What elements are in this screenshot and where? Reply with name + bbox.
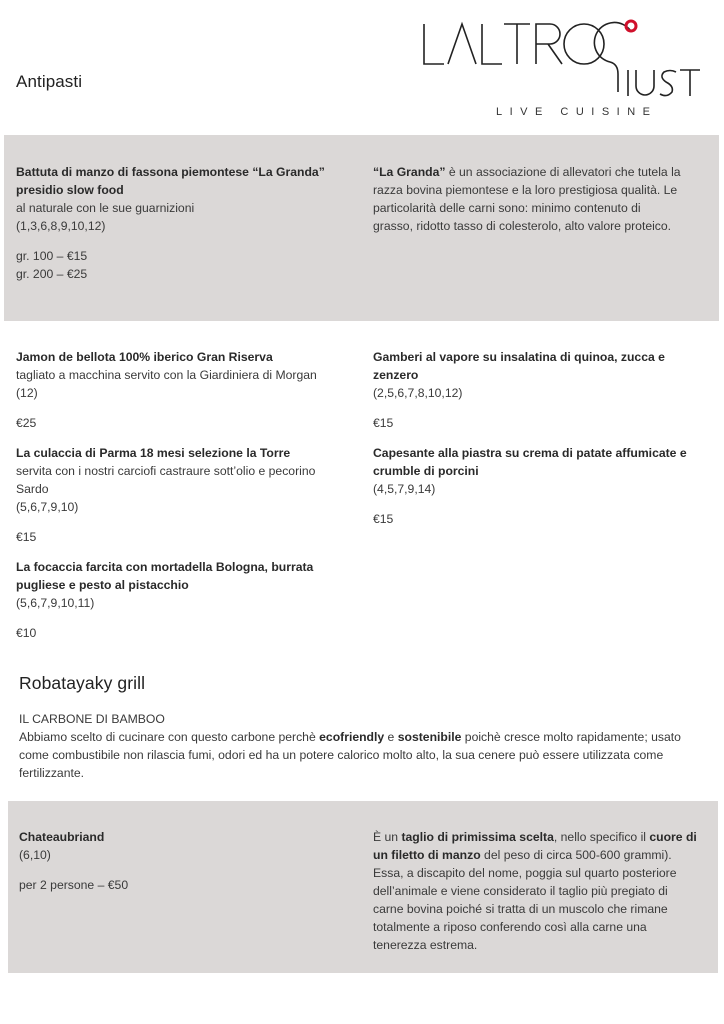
section-title-grill: Robatayaky grill: [19, 673, 146, 693]
dish-allergens: (4,5,7,9,14): [373, 482, 436, 496]
restaurant-logo: [418, 14, 708, 124]
dish-allergens: (2,5,6,7,8,10,12): [373, 386, 463, 400]
dish-allergens: (1,3,6,8,9,10,12): [16, 219, 106, 233]
note-text: È un: [373, 830, 402, 844]
dish-price: €10: [16, 626, 37, 640]
dish-price: gr. 200 – €25: [16, 267, 88, 281]
dish-name: Chateaubriand: [19, 830, 105, 844]
dish-name: La culaccia di Parma 18 mesi selezione la Torre: [16, 446, 291, 460]
note-text: del peso di circa 500-600 grammi).: [480, 848, 672, 862]
menu-item: [16, 348, 346, 432]
dish-allergens: (5,6,7,9,10): [16, 500, 79, 514]
dish-price: €25: [16, 416, 37, 430]
featured-dish: [16, 163, 346, 283]
dish-price: €15: [373, 416, 394, 430]
note-bold: cuore di un filetto di manzo: [373, 830, 697, 862]
intro-bold: sostenibile: [397, 730, 462, 744]
dish-allergens: (6,10): [19, 848, 51, 862]
intro-text: Abbiamo scelto di cucinare con questo carbone perchè: [19, 730, 320, 744]
note-text: , nello specifico il: [553, 830, 650, 844]
dish-price: per 2 persone – €50: [19, 878, 129, 892]
intro-text: poichè cresce molto rapidamente; usato come combustibile non rilascia fumi, odori ed ha un potere calorico molto alto, la sua cenere può essere utilizzata come fertilizzante.: [19, 730, 681, 780]
logo-subtitle: LIVE CUISINE: [496, 106, 658, 118]
menu-item: [373, 444, 698, 528]
featured-dish: [19, 828, 339, 894]
menu-item: [16, 558, 326, 642]
note-bold: “La Granda”: [373, 165, 446, 179]
dish-price: €15: [373, 512, 394, 526]
dish-price: €15: [16, 530, 37, 544]
dish-name: La focaccia farcita con mortadella Bologna, burrata pugliese e pesto al pistacchio: [16, 560, 314, 592]
intro-heading: IL CARBONE DI BAMBOO: [19, 712, 165, 726]
intro-bold: ecofriendly: [319, 730, 385, 744]
dish-name: Battuta di manzo di fassona piemontese “La Granda” presidio slow food: [16, 165, 325, 197]
featured-dish-note: [373, 828, 698, 954]
intro-text: e: [384, 730, 398, 744]
grill-intro: [19, 710, 699, 782]
dish-name: Gamberi al vapore su insalatina di quinoa, zucca e zenzero: [373, 350, 665, 382]
antipasti-left-column: [16, 348, 346, 654]
dish-name: Capesante alla piastra su crema di patate affumicate e crumble di porcini: [373, 446, 687, 478]
featured-dish-note: [373, 163, 683, 235]
dish-description: tagliato a macchina servito con la Giardiniera di Morgan: [16, 368, 317, 382]
dish-allergens: (12): [16, 386, 38, 400]
dish-description: servita con i nostri carciofi castraure sott’olio e pecorino Sardo: [16, 464, 316, 496]
antipasti-right-column: [373, 348, 698, 540]
menu-item: [16, 444, 346, 546]
note-text: Essa, a discapito del nome, poggia sul quarto posteriore dell’animale e viene considerato il taglio più pregiato di carne bovina poiché si tratta di un muscolo che rimane totalmente a riposo conferendo così alla carne una tenerezza estrema.: [373, 866, 677, 952]
dish-price: gr. 100 – €15: [16, 249, 88, 263]
note-bold: taglio di primissima scelta: [401, 830, 554, 844]
menu-item: [373, 348, 698, 432]
dish-allergens: (5,6,7,9,10,11): [16, 596, 95, 610]
dish-description: al naturale con le sue guarnizioni: [16, 201, 195, 215]
section-title-antipasti: Antipasti: [16, 72, 83, 91]
note-text: è un associazione di allevatori che tutela la razza bovina piemontese e la loro prestigiosa qualità. Le particolarità delle carni sono: minimo contenuto di grasso, ridotto tasso di colesterolo, alto valore proteico.: [373, 165, 681, 233]
dish-name: Jamon de bellota 100% iberico Gran Riserva: [16, 350, 273, 364]
